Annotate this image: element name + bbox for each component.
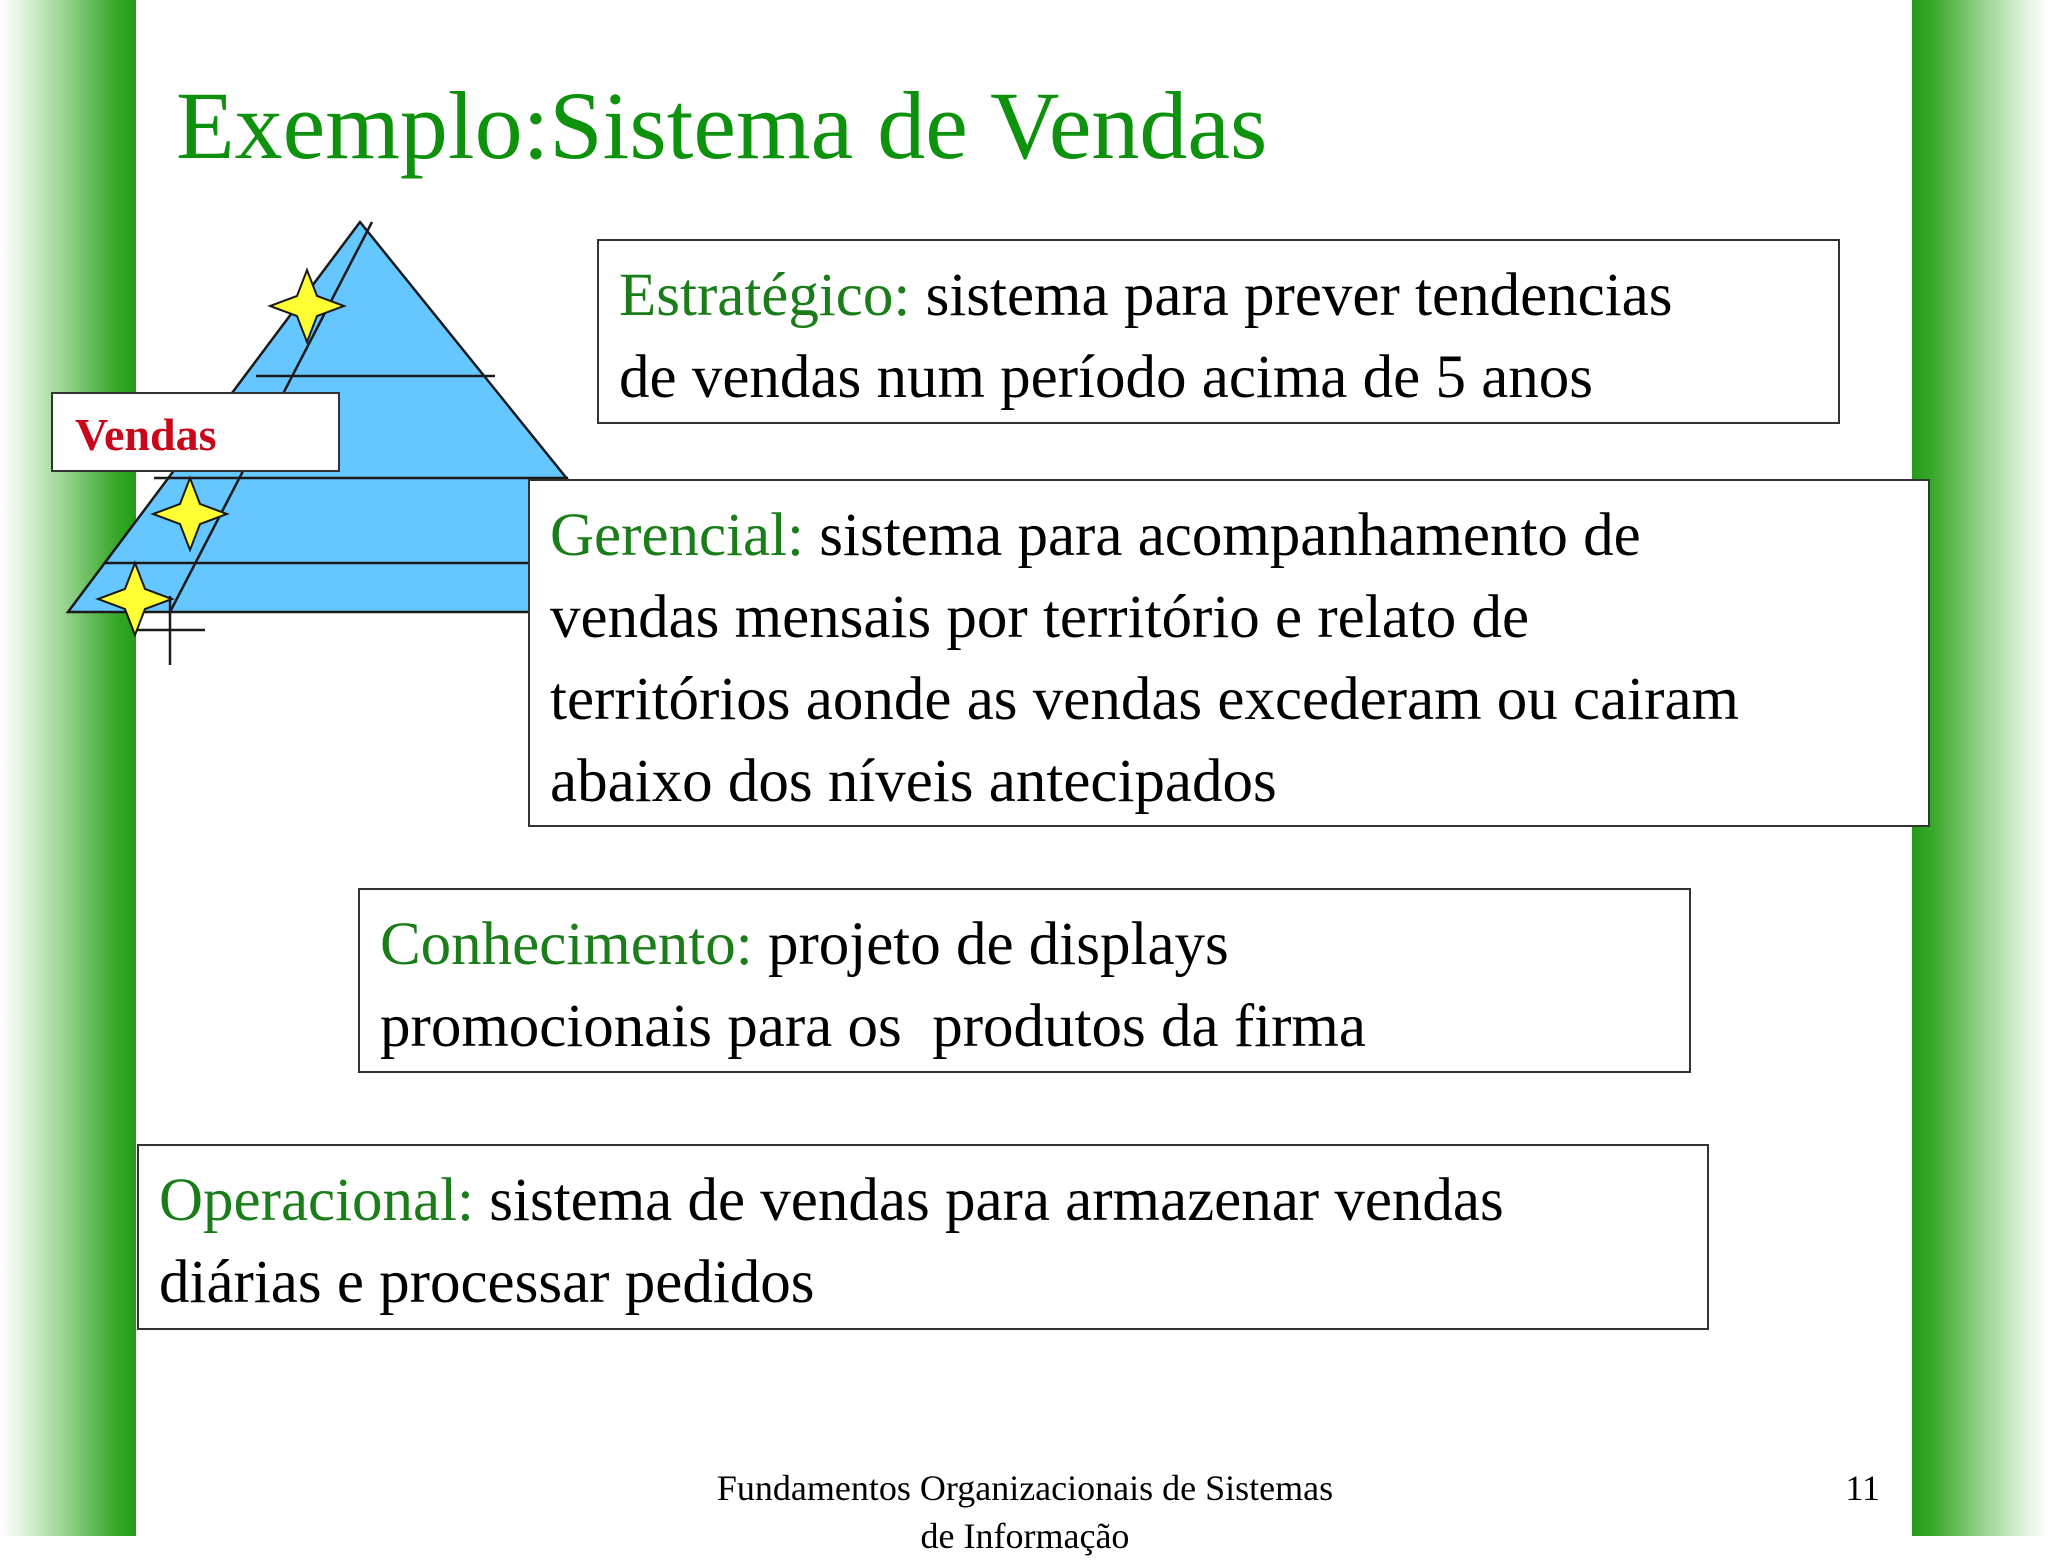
vendas-label-box	[51, 392, 340, 472]
footer-course-title: Fundamentos Organizacionais de Sistemas de Informação	[716, 1468, 1334, 1556]
operacional-level-name: Operacional:	[159, 1167, 475, 1234]
operacional-box	[137, 1144, 1709, 1330]
estrategico-line-1	[619, 255, 1820, 337]
page-number: 11	[1845, 1468, 1880, 1508]
vendas-label: Vendas	[75, 409, 217, 460]
estrategico-level-name: Estratégico:	[619, 262, 911, 329]
gerencial-description-3: territórios aonde as vendas excederam ou cairam	[550, 666, 1739, 733]
gerencial-line-1	[550, 495, 1910, 577]
operacional-line-1	[159, 1160, 1689, 1242]
operacional-description-1: sistema de vendas para armazenar vendas	[474, 1167, 1504, 1234]
gerencial-description-2: vendas mensais por território e relato de	[550, 584, 1530, 651]
slide-title: Exemplo:Sistema de Vendas	[176, 72, 1268, 179]
operacional-description-2: diárias e processar pedidos	[159, 1249, 815, 1316]
conhecimento-box	[358, 888, 1691, 1073]
conhecimento-line-1	[380, 904, 1671, 986]
estrategico-description-1: sistema para prever tendencias	[910, 262, 1673, 329]
gerencial-description-4: abaixo dos níveis antecipados	[550, 748, 1277, 815]
conhecimento-description-1: projeto de displays	[752, 911, 1229, 978]
gerencial-box	[528, 479, 1930, 827]
gerencial-level-name: Gerencial:	[550, 502, 805, 569]
estrategico-description-2: de vendas num período acima de 5 anos	[619, 344, 1594, 411]
conhecimento-level-name: Conhecimento:	[380, 911, 753, 978]
estrategico-box	[597, 239, 1840, 424]
conhecimento-description-2: promocionais para os produtos da firma	[380, 993, 1366, 1060]
gerencial-description-1: sistema para acompanhamento de	[804, 502, 1641, 569]
